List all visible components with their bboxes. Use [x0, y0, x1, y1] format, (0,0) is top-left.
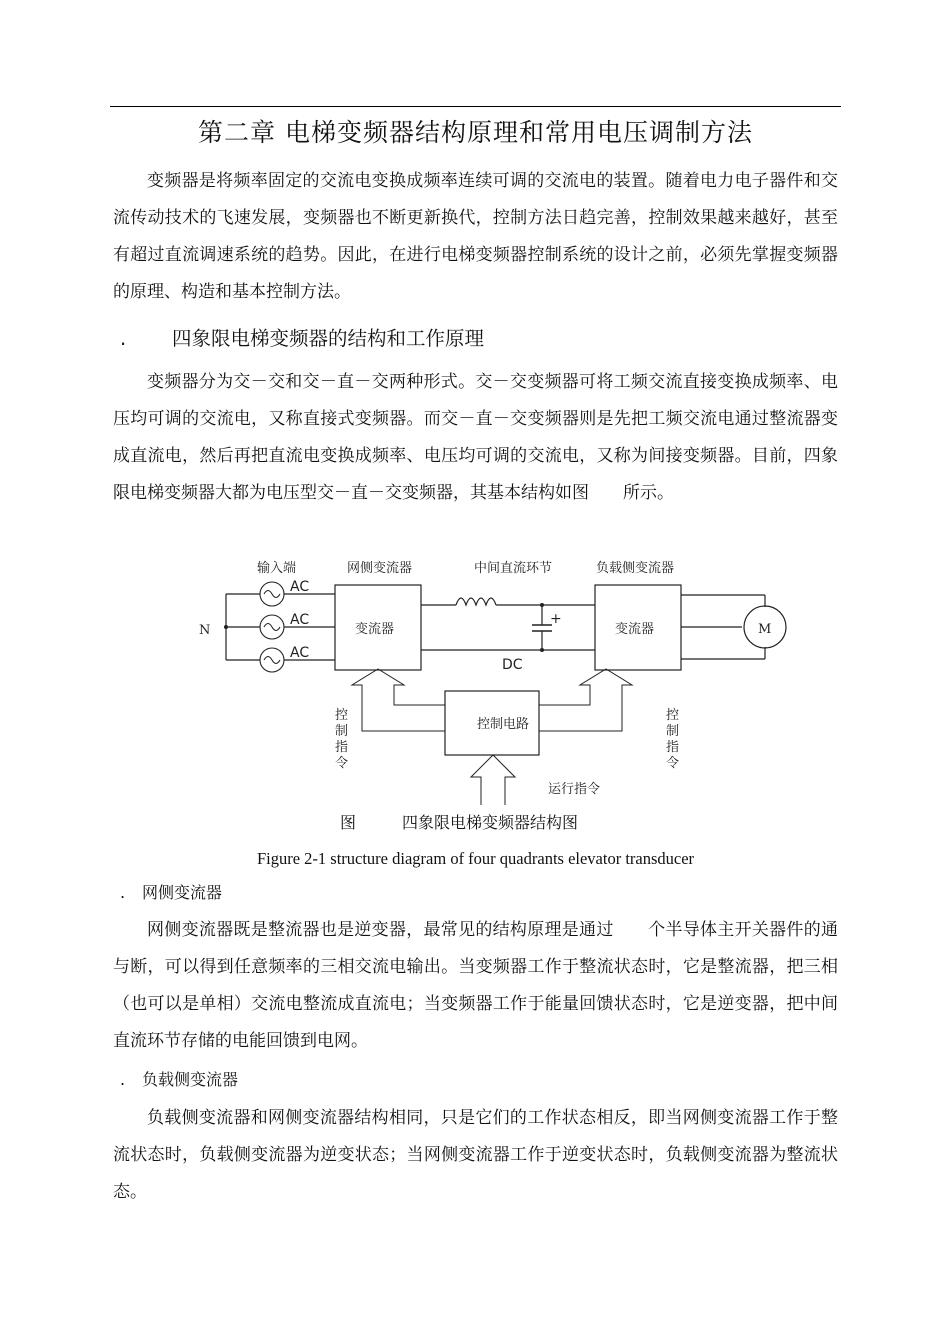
subsection-1-paragraph: 网侧变流器既是整流器也是逆变器，最常见的结构原理是通过 个半导体主开关器件的通与断，可以得到任意频率的三相交流电输出。当变频器工作于整流状态时，它是整流器，把三相（也可以是单相）交流电整流成直流电；当变频器工作于能量回馈状态时，它是逆变器，把中间直流环节存储的电能回馈到电网。	[113, 920, 838, 1051]
structure-diagram	[190, 555, 790, 805]
svg-text:制: 制	[666, 724, 680, 739]
svg-text:令: 令	[335, 756, 349, 771]
figure-caption-cn	[340, 811, 578, 835]
grid-converter-label: 网侧变流器	[347, 561, 413, 576]
ac-label-3: AC	[290, 645, 310, 661]
svg-text:指: 指	[335, 740, 349, 755]
load-converter-box-label: 变流器	[615, 622, 655, 637]
control-circuit-label: 控制电路	[477, 717, 530, 732]
figure-caption-text: 四象限电梯变频器结构图	[402, 813, 579, 832]
intro-paragraph: 变频器是将频率固定的交流电变换成频率连续可调的交流电的装置。随着电力电子器件和交流传动技术的飞速发展，变频器也不断更新换代，控制方法日趋完善，控制效果越来越好，甚至有超过直流调速系统的趋势。因此，在进行电梯变频器控制系统的设计之前，必须先掌握变频器的原理、构造和基本控制方法。	[113, 171, 838, 302]
svg-text:控: 控	[335, 708, 349, 723]
ac-label-1: AC	[290, 579, 310, 595]
ac-label-2: AC	[290, 612, 310, 628]
chapter-title: 第二章 电梯变频器结构原理和常用电压调制方法	[198, 118, 753, 147]
load-converter-label: 负载侧变流器	[596, 561, 675, 576]
motor-label: M	[758, 622, 772, 637]
header-rule	[110, 106, 841, 107]
svg-text:令: 令	[666, 756, 680, 771]
subsection-1-heading: . 网侧变流器	[120, 883, 223, 902]
subsection-2-title: 负载侧变流器	[142, 1070, 239, 1089]
capacitor-plus-label: +	[550, 611, 562, 627]
neutral-label: N	[199, 623, 211, 638]
neutral-node	[224, 625, 228, 629]
figure-caption-en: Figure 2-1 structure diagram of four quadrants elevator transducer	[256, 849, 695, 868]
subsection-2-heading: . 负载侧变流器	[120, 1070, 239, 1089]
dc-link-label: 中间直流环节	[474, 561, 553, 576]
inductor-symbol	[456, 598, 496, 605]
subsection-1-title: 网侧变流器	[142, 883, 223, 902]
section-paragraph: 变频器分为交－交和交－直－交两种形式。交－交变频器可将工频交流直接变换成频率、电压均可调的交流电，又称直接式变频器。而交－直－交变频器则是先把工频交流电通过整流器变成直流电，然后再把直流电变换成频率、电压均可调的交流电，又称为间接变频器。目前，四象限电梯变频器大都为电压型交－直－交变频器，其基本结构如图 所示。	[113, 372, 838, 503]
input-label: 输入端	[257, 561, 297, 576]
svg-text:控: 控	[666, 708, 680, 723]
dc-label: DC	[502, 657, 523, 673]
run-command-label: 运行指令	[548, 782, 601, 797]
subsection-2-paragraph: 负载侧变流器和网侧变流器结构相同，只是它们的工作状态相反，即当网侧变流器工作于整流状态时，负载侧变流器为逆变状态；当网侧变流器工作于逆变状态时，负载侧变流器为整流状态。	[113, 1108, 838, 1202]
section-heading	[120, 322, 484, 356]
left-control-command-label	[335, 707, 348, 771]
section-title: 四象限电梯变频器的结构和工作原理	[172, 327, 485, 350]
svg-text:指: 指	[666, 740, 680, 755]
section-number: .	[120, 327, 127, 350]
right-control-command-label	[666, 707, 679, 771]
figure-caption-label: 图	[340, 813, 357, 832]
svg-text:制: 制	[335, 724, 349, 739]
grid-converter-box-label: 变流器	[355, 622, 395, 637]
